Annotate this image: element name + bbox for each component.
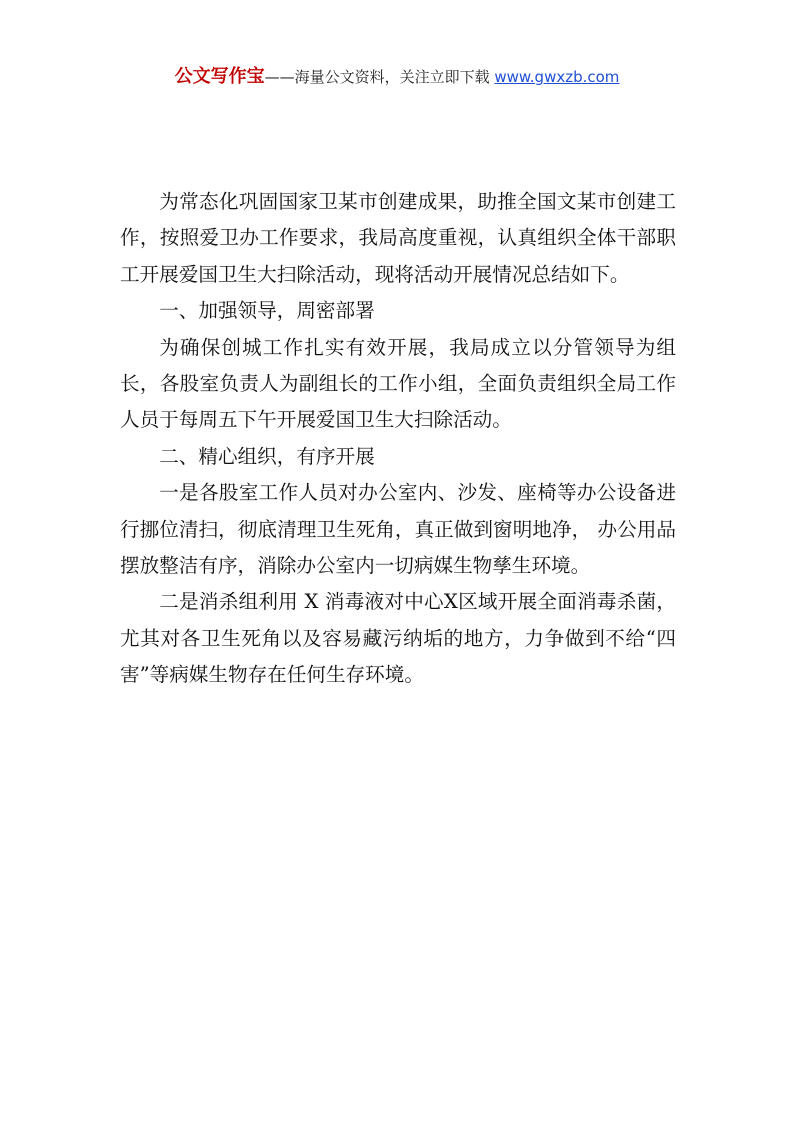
section-2-paragraph-2: 二是消杀组利用 X 消毒液对中心X区域开展全面消毒杀菌，尤其对各卫生死角以及容易藏污纳垢的地方，力争做到不给“四害”等病媒生物存在任何生存环境。	[120, 590, 676, 687]
section-heading-1: 一、加强领导，周密部署	[159, 299, 375, 323]
header-tagline: ——海量公文资料，关注立即下载	[264, 68, 495, 86]
brand-name: 公文写作宝	[174, 66, 265, 87]
intro-paragraph: 为常态化巩固国家卫某市创建成果，助推全国文某市创建工作，按照爱卫办工作要求，我局高度重视，认真组织全体干部职工开展爱国卫生大扫除活动，现将活动开展情况总结如下。	[120, 190, 676, 286]
page-header	[0, 66, 794, 88]
website-link[interactable]: www.gwxzb.com	[494, 68, 620, 86]
section-1-paragraph: 为确保创城工作扎实有效开展，我局成立以分管领导为组长，各股室负责人为副组长的工作小组，全面负责组织全局工作人员于每周五下午开展爱国卫生大扫除活动。	[120, 335, 676, 432]
section-2-paragraph-1: 一是各股室工作人员对办公室内、沙发、座椅等办公设备进行挪位清扫，彻底清理卫生死角，真正做到窗明地净， 办公用品摆放整洁有序，消除办公室内一切病媒生物孳生环境。	[120, 481, 676, 578]
document-body	[120, 184, 676, 694]
section-heading-2: 二、精心组织，有序开展	[159, 444, 375, 468]
